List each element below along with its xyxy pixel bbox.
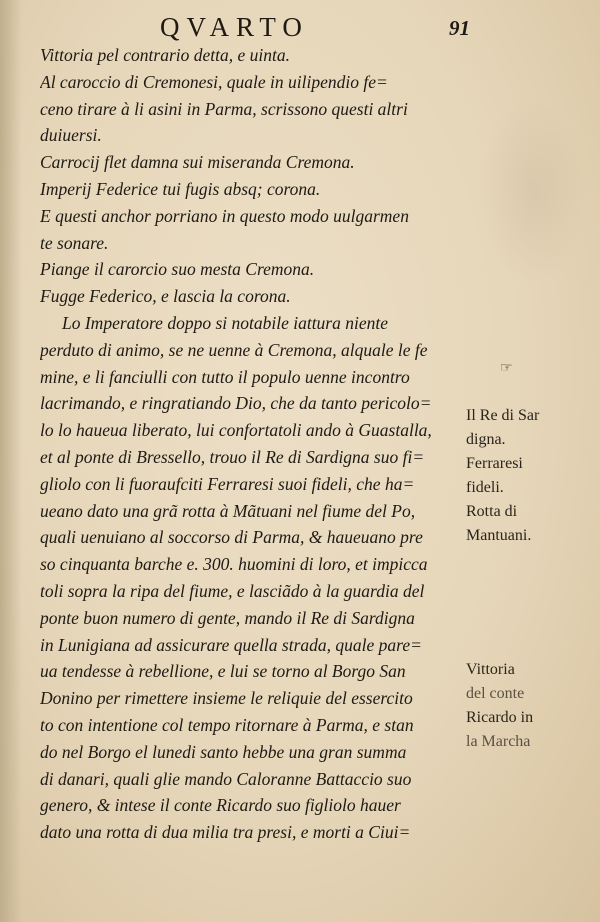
text-line: Donino per rimettere insieme le reliquie del essercito xyxy=(40,688,413,709)
text-line: quali uenuiano al soccorso di Parma, & haueuano pre xyxy=(40,527,423,548)
marginal-notes xyxy=(466,400,596,780)
text-line: di danari, quali glie mando Caloranne Battaccio suo xyxy=(40,768,412,789)
page-number: 91 xyxy=(449,16,470,40)
text-line: toli sopra la ripa del fiume, e lasciãdo à la guardia del xyxy=(40,580,425,601)
margin-note-rotta xyxy=(466,500,596,548)
margin-note-line: la Marcha xyxy=(466,733,531,750)
running-head: QVARTO xyxy=(160,12,309,42)
text-line: ponte buon numero di gente, mando il Re di Sardigna xyxy=(40,607,415,628)
page-gutter-shadow xyxy=(0,0,22,922)
margin-note-line: Il Re di Sar xyxy=(466,407,540,424)
text-line: Imperij Federice tui fugis absq; corona. xyxy=(40,178,321,199)
text-line: ceno tirare à li asini in Parma, scrissono questi altri xyxy=(40,98,408,119)
margin-note-line: digna. xyxy=(466,431,506,448)
text-line: E questi anchor porriano in questo modo uulgarmen xyxy=(40,205,409,226)
text-line: Vittoria pel contrario detta, e uinta. xyxy=(40,45,290,65)
margin-note-line: Ferraresi xyxy=(466,455,523,472)
text-line: Piange il carorcio suo mesta Cremona. xyxy=(40,259,315,280)
ink-bleed-through xyxy=(478,96,588,286)
text-line: to con intentione col tempo ritornare à Parma, e stan xyxy=(40,714,414,735)
margin-note-line: fideli. xyxy=(466,479,504,496)
margin-note-line: Rotta di xyxy=(466,503,518,520)
text-line: in Lunigiana ad assicurare quella strada, quale pare= xyxy=(40,634,422,655)
marginal-pointing-hand-icon: ☞ xyxy=(500,361,513,376)
text-line: Fugge Federico, e lascia la corona. xyxy=(40,286,291,307)
text-line: Lo Imperatore doppo si notabile iattura niente xyxy=(62,312,388,333)
text-line: mine, e li fanciulli con tutto il populo uenne incontro xyxy=(40,366,410,387)
text-line: te sonare. xyxy=(40,232,109,253)
margin-note-vittoria xyxy=(466,658,596,754)
body-text xyxy=(40,42,472,843)
text-line: ua tendesse à rebellione, e lui se torno al Borgo San xyxy=(40,661,406,682)
text-line: do nel Borgo el lunedi santo hebbe una gran summa xyxy=(40,741,407,762)
margin-note-re-di-sardigna xyxy=(466,404,596,452)
margin-note-ferraresi xyxy=(466,452,596,500)
text-line: Carrocij flet damna sui miseranda Cremona. xyxy=(40,152,355,173)
text-line: gliolo con li fuoraufciti Ferraresi suoi fideli, che ha= xyxy=(40,473,415,494)
text-line: lacrimando, e ringratiando Dio, che da tanto pericolo= xyxy=(40,393,432,414)
text-line: dato una rotta di dua milia tra presi, e morti a Ciui= xyxy=(40,822,411,843)
text-line: duiuersi. xyxy=(40,125,102,146)
text-line: so cinquanta barche e. 300. huomini di loro, et impicca xyxy=(40,554,428,575)
text-line: lo lo haueua liberato, lui confortatoli ando à Guastalla, xyxy=(40,420,432,441)
text-line: perduto di animo, se ne uenne à Cremona, alquale le fe xyxy=(40,339,428,360)
margin-note-line: del conte xyxy=(466,685,525,702)
text-line: Al caroccio di Cremonesi, quale in uilipendio fe= xyxy=(40,71,388,92)
text-line: genero, & intese il conte Ricardo suo figliolo hauer xyxy=(40,795,401,816)
margin-note-line: Vittoria xyxy=(466,661,515,678)
text-line: ueano dato una grã rotta à Mãtuani nel fiume del Po, xyxy=(40,500,416,521)
page-header xyxy=(0,12,600,46)
margin-note-line: Mantuani. xyxy=(466,527,532,544)
margin-note-line: Ricardo in xyxy=(466,709,534,726)
text-line: et al ponte di Bressello, trouo il Re di Sardigna suo fi= xyxy=(40,446,425,467)
